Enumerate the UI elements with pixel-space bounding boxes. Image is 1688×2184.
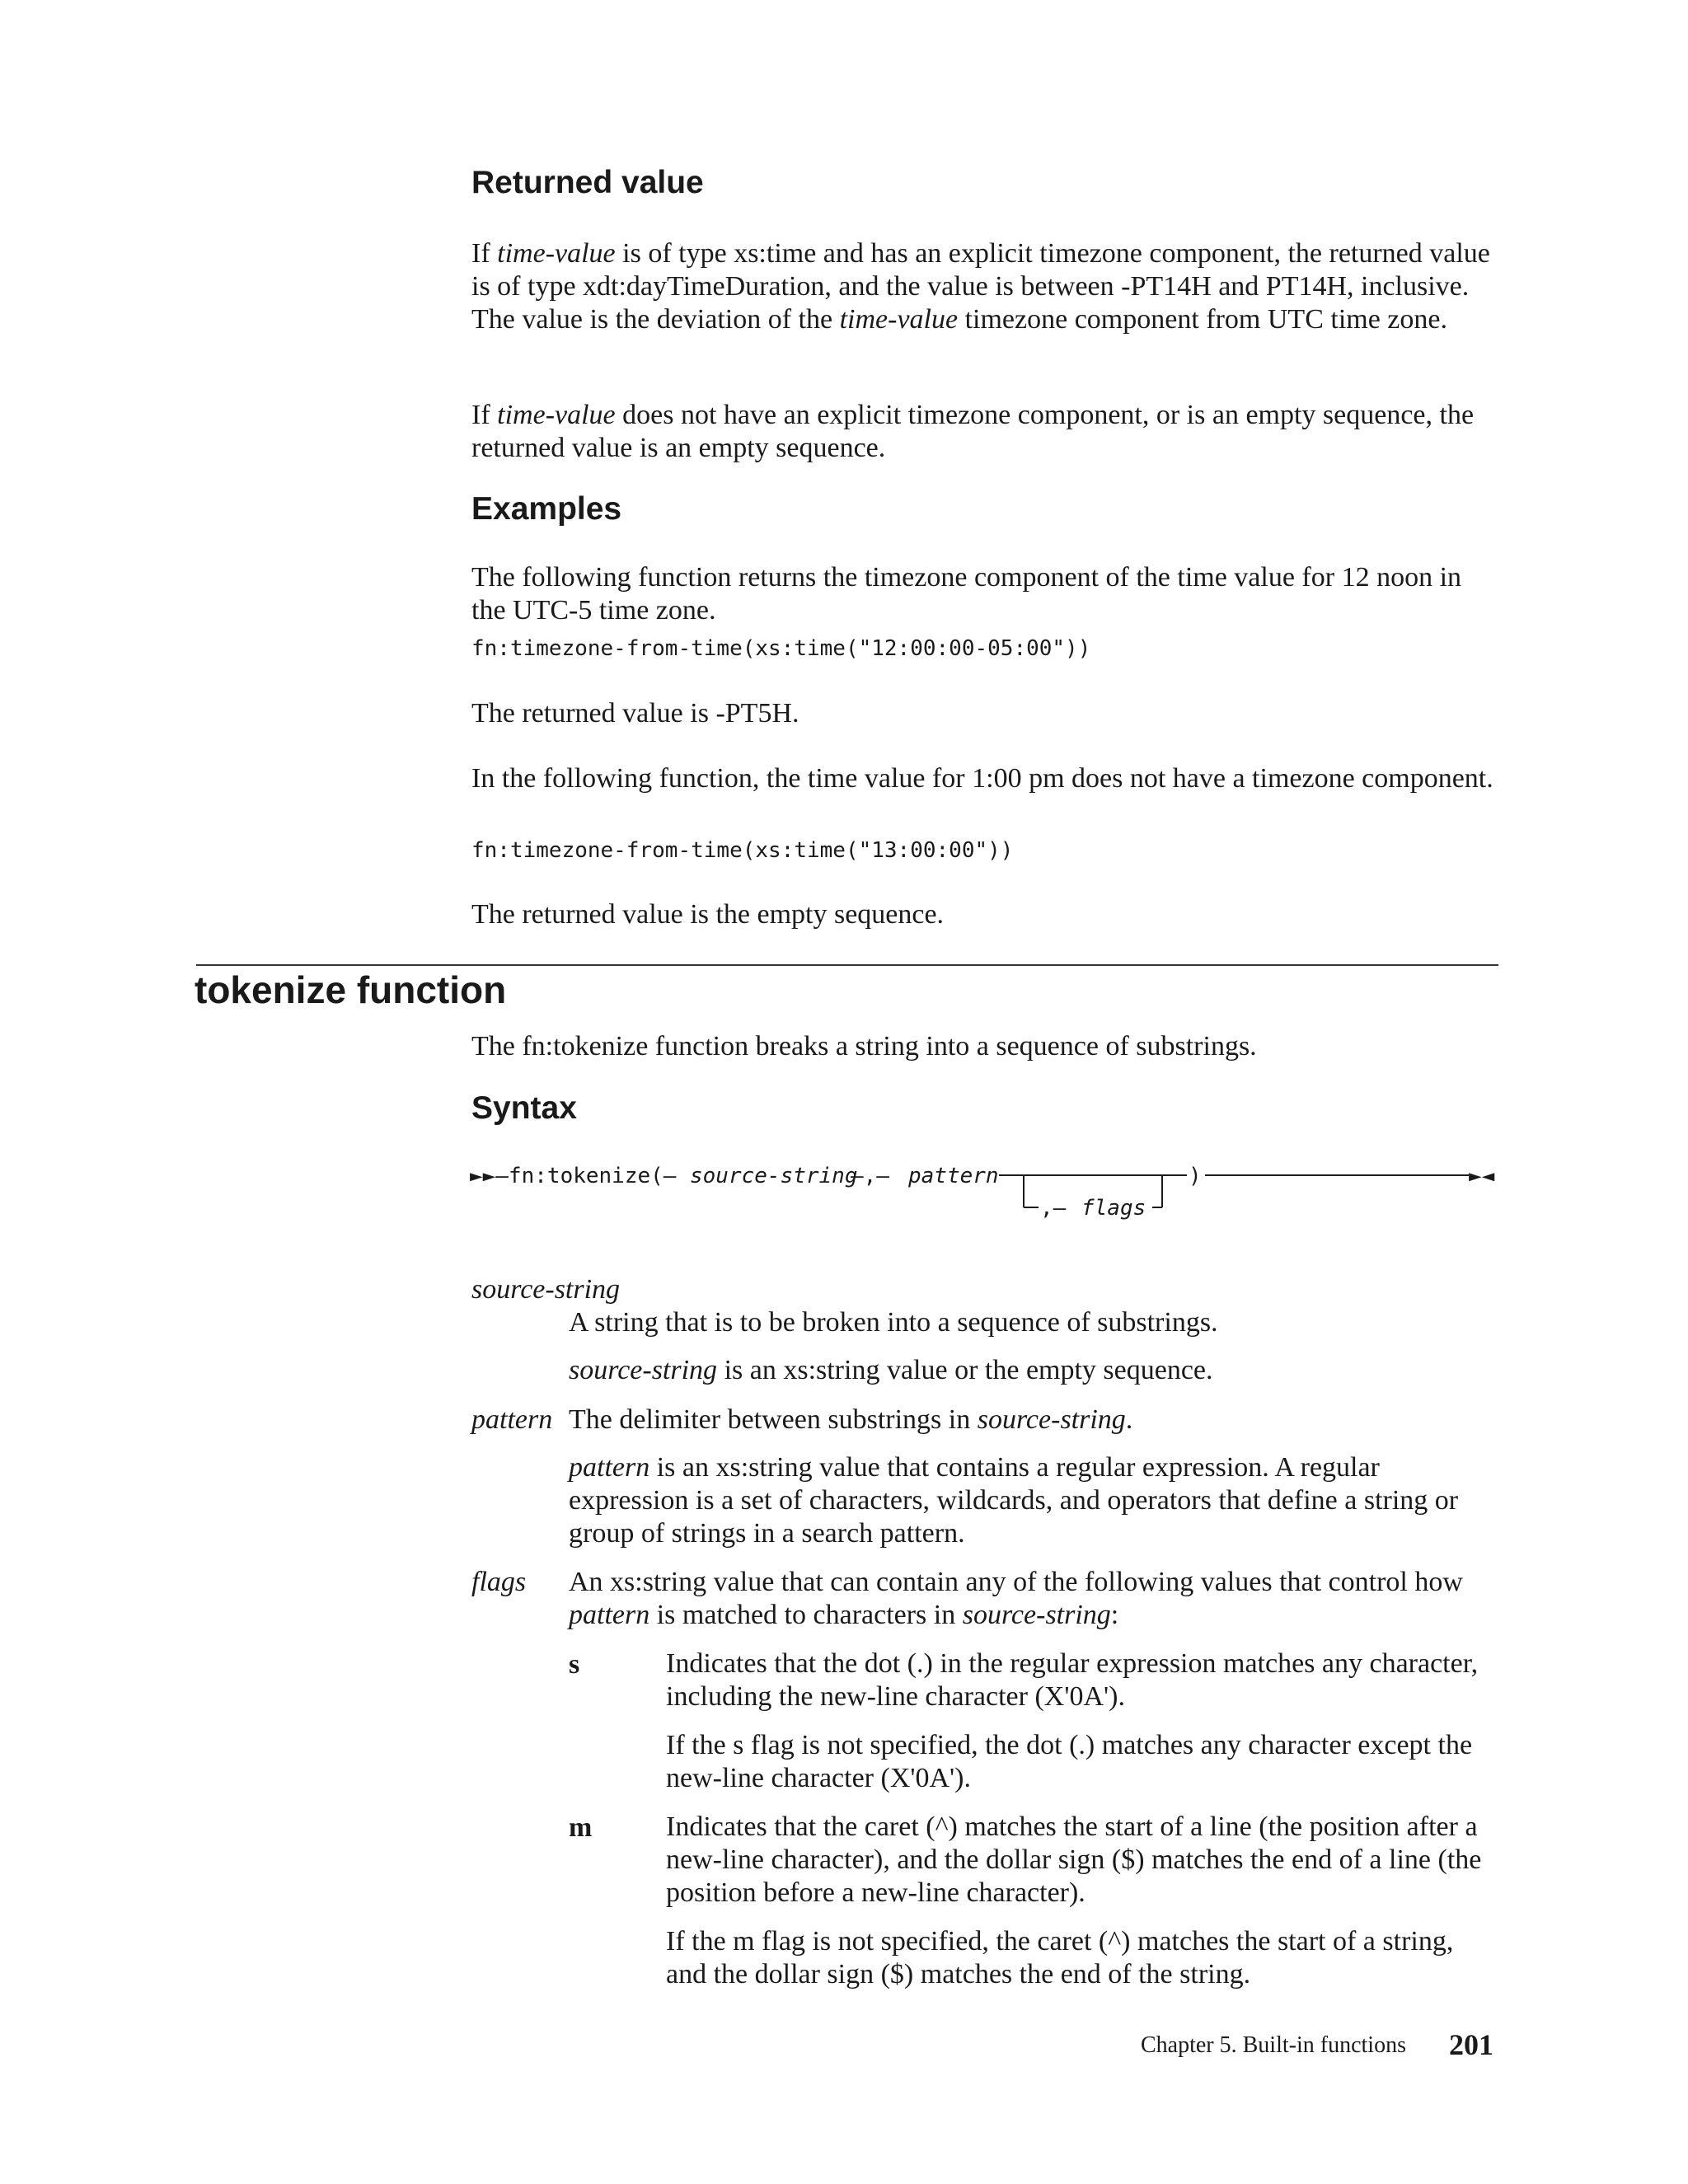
footer-chapter: Chapter 5. Built-in functions xyxy=(1141,2032,1406,2058)
param-pattern-desc-2: pattern is an xs:string value that contains a regular expression. A regular expression is a set of characters, wildcards, and operators that define a string or group of strings in a search pattern. xyxy=(569,1452,1459,1549)
syntax-comma-2: ,— xyxy=(1040,1196,1067,1221)
returned-value-paragraph-1: If time-value is of type xs:time and has an explicit timezone component, the returned value is of type xdt:dayTimeDuration, and the value is between -PT14H and PT14H, inclusive. The value is the deviation of the time-value timezone component from UTC time zone. xyxy=(471,238,1490,335)
code-example-1: fn:timezone-from-time(xs:time("12:00:00-05:00")) xyxy=(471,636,1091,661)
examples-heading: Examples xyxy=(471,491,622,527)
footer-page-number: 201 xyxy=(1449,2028,1493,2061)
returned-value-heading: Returned value xyxy=(471,165,704,200)
flag-s-desc-2: If the s flag is not specified, the dot (.) matches any character except the new-line character (X'0A'). xyxy=(666,1730,1473,1793)
flag-s-key: s xyxy=(569,1649,580,1680)
syntax-diagram xyxy=(470,1158,1500,1240)
flag-s-desc-1: Indicates that the dot (.) in the regular expression matches any character, including the new-line character (X'0A'). xyxy=(666,1648,1479,1712)
syntax-heading: Syntax xyxy=(471,1090,577,1126)
returned-value-paragraph-2: If time-value does not have an explicit timezone component, or is an empty sequence, the returned value is an empty sequence. xyxy=(471,400,1475,463)
tokenize-heading: tokenize function xyxy=(195,968,507,1011)
flag-m-desc-1: Indicates that the caret (^) matches the start of a line (the position after a new-line character), and the dollar sign ($) matches the end of a line (the position before a new-line character). xyxy=(666,1811,1482,1908)
examples-paragraph-1: The following function returns the timezone component of the time value for 12 noon in the UTC-5 time zone. xyxy=(471,562,1462,626)
section-divider xyxy=(196,964,1498,966)
examples-paragraph-3: In the following function, the time value for 1:00 pm does not have a timezone component. xyxy=(471,763,1493,794)
code-example-2: fn:timezone-from-time(xs:time("13:00:00")) xyxy=(471,838,1014,863)
param-source-string-term: source-string xyxy=(471,1274,621,1305)
syntax-comma-1: —,— xyxy=(851,1164,889,1188)
param-flags-term: flags xyxy=(471,1567,527,1597)
tokenize-intro: The fn:tokenize function breaks a string into a sequence of substrings. xyxy=(471,1031,1257,1062)
examples-paragraph-4: The returned value is the empty sequence. xyxy=(471,899,945,930)
syntax-close-paren: ) xyxy=(1189,1164,1202,1188)
param-source-string-desc-1: A string that is to be broken into a sequence of substrings. xyxy=(569,1307,1218,1338)
syntax-pattern: pattern xyxy=(908,1164,999,1188)
param-pattern-term: pattern xyxy=(471,1404,553,1435)
flag-m-desc-2: If the m flag is not specified, the caret (^) matches the start of a string, and the dollar sign ($) matches the end of the string. xyxy=(666,1926,1454,1990)
syntax-end: ►◄ xyxy=(1469,1164,1495,1188)
examples-paragraph-2: The returned value is -PT5H. xyxy=(471,698,799,729)
syntax-source-string: source-string xyxy=(690,1164,858,1188)
param-pattern-desc-1: The delimiter between substrings in source-string. xyxy=(569,1404,1133,1435)
syntax-flags: flags xyxy=(1081,1196,1146,1221)
param-source-string-desc-2: source-string is an xs:string value or the empty sequence. xyxy=(569,1355,1213,1385)
syntax-start: ►►—fn:tokenize(— xyxy=(470,1164,677,1188)
param-flags-desc: An xs:string value that can contain any of the following values that control how pattern is matched to characters in source-string: xyxy=(569,1567,1463,1630)
flag-m-key: m xyxy=(569,1812,593,1843)
